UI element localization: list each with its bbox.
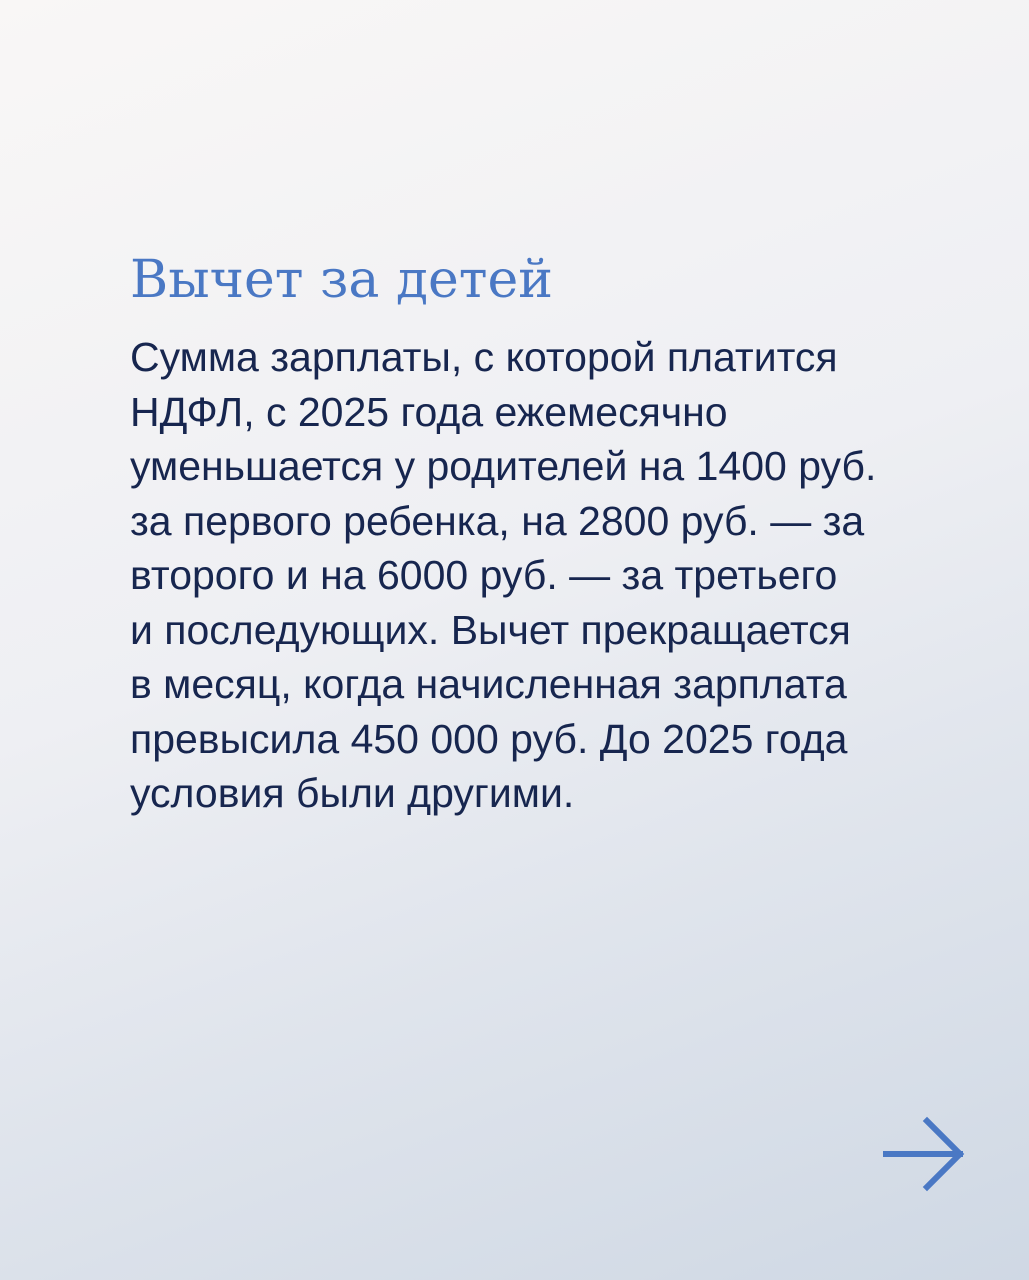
body-line: превысила 450 000 руб. До 2025 года: [130, 715, 848, 762]
slide-body: [130, 330, 876, 821]
body-line: условия были другими.: [130, 770, 575, 816]
body-line: за первого ребенка, на 2800 руб. — за: [130, 497, 865, 544]
arrow-right-icon[interactable]: [880, 1112, 970, 1196]
body-line: и последующих. Вычет прекращается: [130, 606, 851, 653]
body-line: Сумма зарплаты, с которой платится: [130, 334, 838, 380]
body-line: второго и на 6000 руб. — за третьего: [130, 552, 838, 598]
body-line: уменьшается у родителей на 1400 руб.: [130, 443, 877, 489]
body-line: НДФЛ, с 2025 года ежемесячно: [130, 388, 728, 435]
slide-title: Вычет за детей: [130, 250, 553, 310]
body-line: в месяц, когда начисленная зарплата: [130, 661, 847, 707]
